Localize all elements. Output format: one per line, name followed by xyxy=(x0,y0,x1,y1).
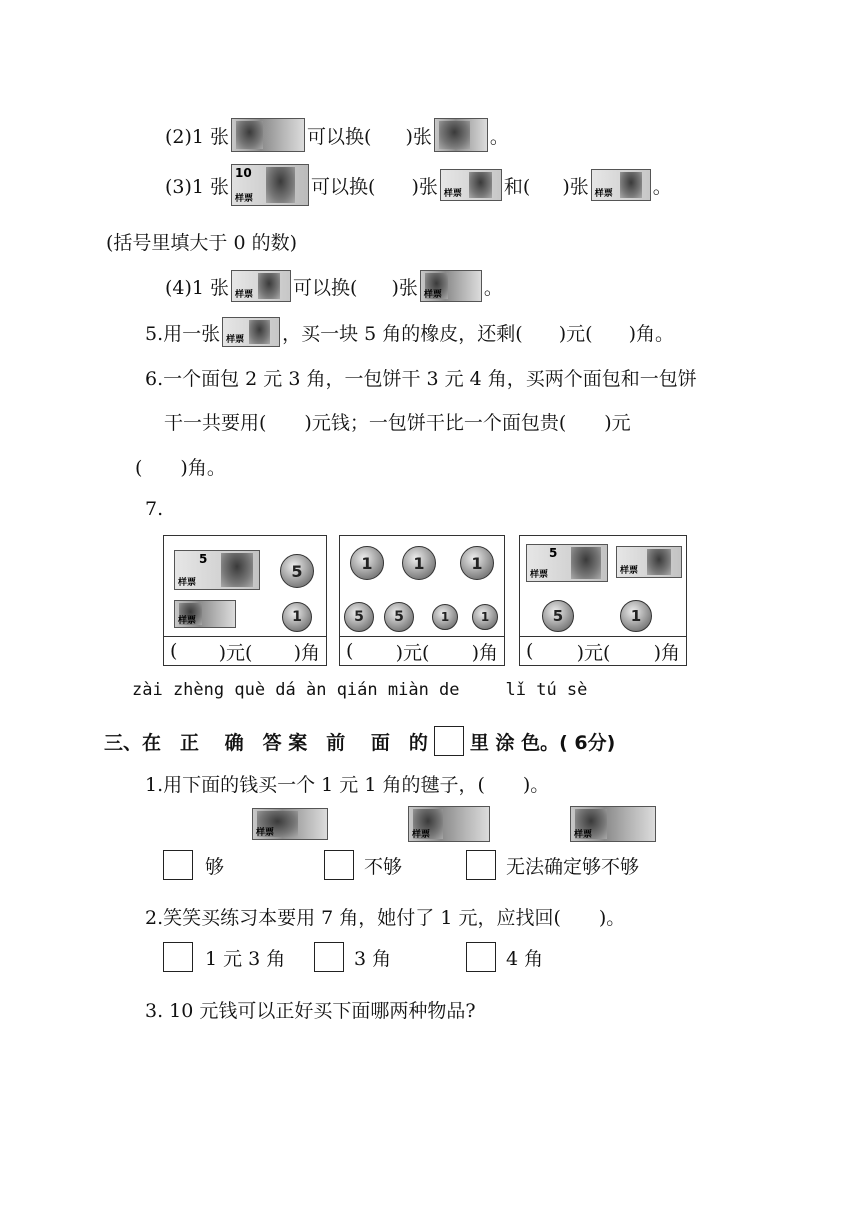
checkbox[interactable] xyxy=(466,850,496,880)
q4-part3: (3)1 张 10 样票 可以换( )张 样票 和( )张 样票 。 xyxy=(165,166,672,204)
s3-question-2: 2.笑笑买练习本要用 7 角，她付了 1 元，应找回( )。 xyxy=(145,907,626,929)
s3q2-option-3[interactable]: 4 角 xyxy=(466,942,543,972)
question-6-line3: ( )角。 xyxy=(135,457,226,479)
fill-note: (括号里填大于 0 的数) xyxy=(106,232,297,254)
s3q1-option-2[interactable]: 不够 xyxy=(324,850,402,880)
question-6-line1: 6.一个面包 2 元 3 角，一包饼干 3 元 4 角，买两个面包和一包饼 xyxy=(145,368,697,390)
checkbox[interactable] xyxy=(163,850,193,880)
one-yuan-note-image: 样票 xyxy=(222,317,280,347)
question-6-line2: 干一共要用( )元钱；一包饼干比一个面包贵( )元 xyxy=(164,412,631,434)
five-jiao-coin: 5 xyxy=(384,602,414,632)
q4-part2: (2)1 张 可以换( )张 。 xyxy=(165,118,509,152)
s3q1-option-1[interactable]: 够 xyxy=(163,850,224,880)
one-jiao-coin: 1 xyxy=(432,604,458,630)
s3-question-1: 1.用下面的钱买一个 1 元 1 角的毽子，( )。 xyxy=(145,774,550,796)
one-jiao-coin: 1 xyxy=(472,604,498,630)
money-panel-1 xyxy=(163,535,327,666)
one-yuan-note-image: 样票 xyxy=(616,546,682,578)
color-box-icon xyxy=(434,726,464,756)
one-yuan-coin: 1 xyxy=(402,546,436,580)
five-yuan-note-image: 样票 xyxy=(440,169,502,201)
s3-question-3: 3. 10 元钱可以正好买下面哪两种物品? xyxy=(145,1000,476,1022)
five-jiao-note-image: 样票 xyxy=(420,270,482,302)
checkbox[interactable] xyxy=(324,850,354,880)
section-3-heading: 三、在 正 确 答 案 前 面 的 里 涂 色。( 6分) xyxy=(104,726,615,756)
one-jiao-note-image xyxy=(434,118,488,152)
checkbox[interactable] xyxy=(314,942,344,972)
s3q2-option-2[interactable]: 3 角 xyxy=(314,942,391,972)
money-panel-2 xyxy=(339,535,505,666)
one-jiao-coin: 1 xyxy=(620,600,652,632)
question-5: 5.用一张 样票 ，买一块 5 角的橡皮，还剩( )元( )角。 xyxy=(145,317,674,347)
s3q2-option-1[interactable]: 1 元 3 角 xyxy=(163,942,285,972)
panel-2-answer: ( )元( )角 xyxy=(340,636,504,665)
one-yuan-note-image: 样票 xyxy=(231,270,291,302)
one-yuan-note-image: 样票 xyxy=(591,169,651,201)
one-jiao-note-image: 样票 xyxy=(252,808,328,840)
five-jiao-coin: 5 xyxy=(344,602,374,632)
five-jiao-note-image xyxy=(231,118,305,152)
ten-yuan-note-image: 10 样票 xyxy=(231,164,309,206)
money-panel-3 xyxy=(519,535,687,666)
checkbox[interactable] xyxy=(466,942,496,972)
checkbox[interactable] xyxy=(163,942,193,972)
panel-1-answer: ( )元( )角 xyxy=(164,636,326,665)
pinyin-line: zài zhèng què dá àn qián miàn de lǐ tú sè xyxy=(132,680,588,700)
s3q1-option-3[interactable]: 无法确定够不够 xyxy=(466,850,639,880)
one-yuan-coin: 1 xyxy=(460,546,494,580)
q4-part4: (4)1 张 样票 可以换( )张 样票 。 xyxy=(165,270,503,302)
five-jiao-note-image: 样票 xyxy=(408,806,490,842)
question-7-label: 7. xyxy=(145,498,164,520)
one-yuan-coin: 1 xyxy=(350,546,384,580)
five-jiao-note-image: 样票 xyxy=(570,806,656,842)
panel-3-answer: ( )元( )角 xyxy=(520,636,686,665)
five-yuan-note-image: 5 样票 xyxy=(174,550,260,590)
five-jiao-coin: 5 xyxy=(280,554,314,588)
five-jiao-coin: 5 xyxy=(542,600,574,632)
q4-p2-prefix: (2)1 张 xyxy=(165,125,230,148)
five-jiao-note-image: 样票 xyxy=(174,600,236,628)
one-jiao-coin: 1 xyxy=(282,602,312,632)
five-yuan-note-image: 5 样票 xyxy=(526,544,608,582)
